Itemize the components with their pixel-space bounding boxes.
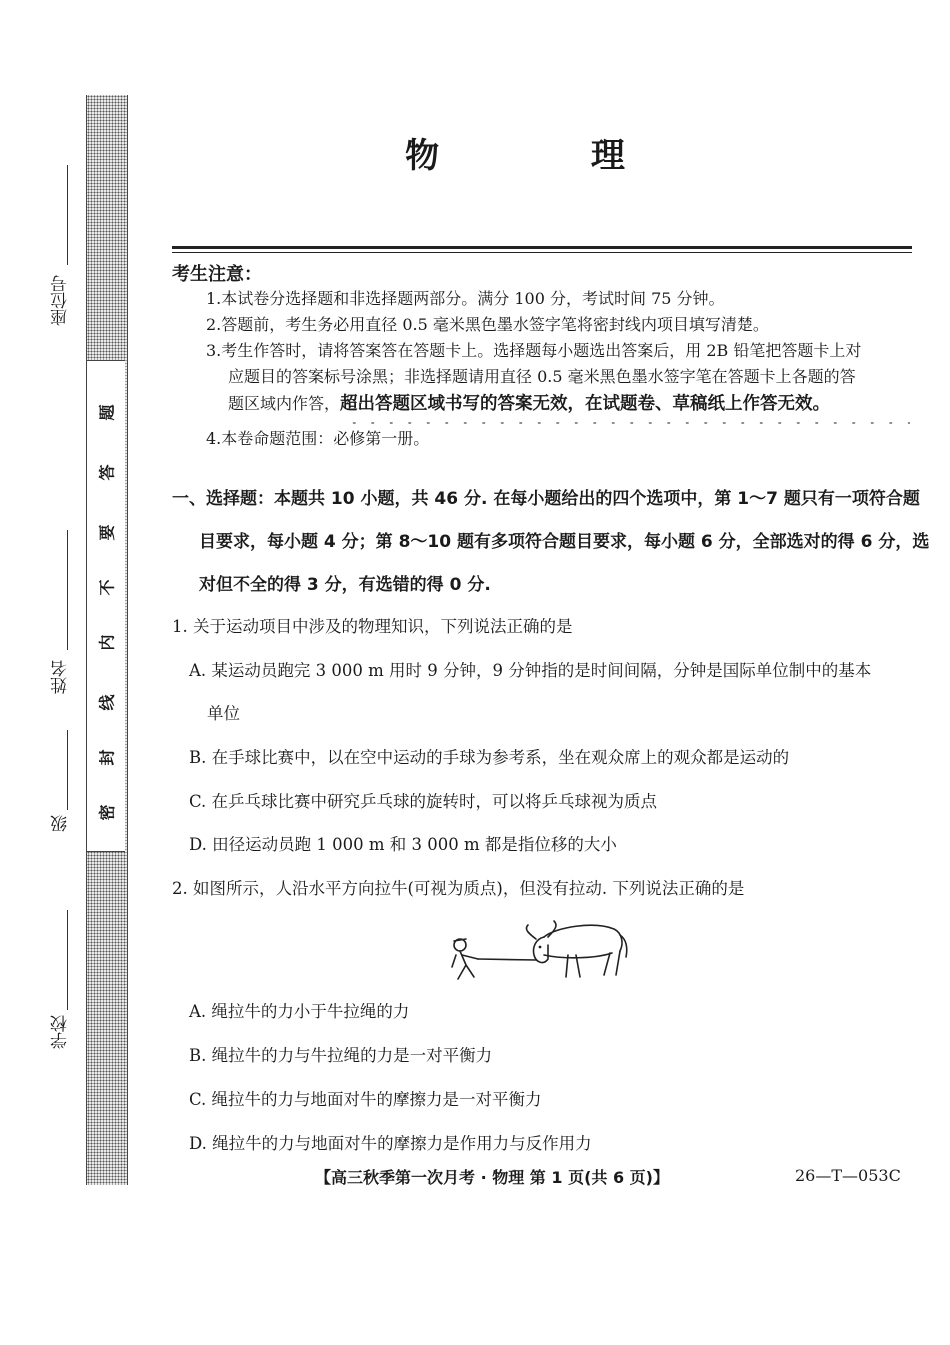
page-title: 物 理 — [405, 136, 695, 176]
school-line — [67, 910, 68, 1010]
option-c: C. 绳拉牛的力与地面对牛的摩擦力是一对平衡力 — [189, 1090, 542, 1109]
notice-item-text: 题区域内作答， — [228, 394, 341, 413]
seal-char: 答 — [97, 464, 117, 481]
notice-item: 2.答题前，考生务必用直径 0.5 毫米黑色墨水签字笔将密封线内项目填写清楚。 — [206, 315, 769, 334]
person-pulling-ox-figure — [444, 915, 634, 987]
emphasis-dots — [345, 420, 910, 426]
page-footer: 【高三秋季第一次月考 · 物理 第 1 页(共 6 页)】 — [315, 1168, 669, 1187]
seat-line — [67, 165, 68, 265]
school-label: 学校 — [51, 1015, 71, 1049]
header-rule-thin — [172, 252, 912, 253]
question-stem: 1. 关于运动项目中涉及的物理知识，下列说法正确的是 — [172, 617, 573, 636]
option-a: A. 某运动员跑完 3 000 m 用时 9 分钟，9 分钟指的是时间间隔，分钟是国际单位制中的基本 — [189, 661, 872, 680]
notice-item: 3.考生作答时，请将答案答在答题卡上。选择题每小题选出答案后，用 2B 铅笔把答题卡上对 — [206, 341, 862, 360]
class-line — [67, 730, 68, 810]
name-line — [67, 530, 68, 650]
notice-item: 4.本卷命题范围：必修第一册。 — [206, 429, 430, 448]
seal-char: 内 — [97, 634, 117, 651]
seal-char: 题 — [97, 404, 117, 421]
option-c: C. 在乒乓球比赛中研究乒乓球的旋转时，可以将乒乓球视为质点 — [189, 792, 658, 811]
notice-item: 应题目的答案标号涂黑；非选择题请用直径 0.5 毫米黑色墨水签字笔在答题卡上各题的答 — [228, 367, 856, 386]
notice-item: 1.本试卷分选择题和非选择题两部分。满分 100 分，考试时间 75 分钟。 — [206, 289, 725, 308]
seal-char: 要 — [97, 524, 117, 541]
section-heading: 一、选择题：本题共 10 小题，共 46 分. 在每小题给出的四个选项中，第 1～7 题只有一项符合题 — [172, 489, 920, 509]
option-a: A. 绳拉牛的力小于牛拉绳的力 — [189, 1002, 410, 1021]
section-heading: 目要求，每小题 4 分；第 8～10 题有多项符合题目要求，每小题 6 分，全部选对的得 6 分，选 — [199, 532, 930, 552]
seal-char: 线 — [97, 694, 117, 711]
question-stem: 2. 如图所示，人沿水平方向拉牛(可视为质点)，但没有拉动. 下列说法正确的是 — [172, 879, 745, 898]
name-label: 姓名 — [51, 660, 71, 694]
notice-bold-warning: 超出答题区域书写的答案无效，在试题卷、草稿纸上作答无效。 — [340, 394, 831, 414]
option-b: B. 绳拉牛的力与牛拉绳的力是一对平衡力 — [189, 1046, 493, 1065]
option-a-cont: 单位 — [207, 704, 240, 723]
class-label: 级 — [51, 815, 71, 832]
exam-code: 26—T—053C — [795, 1166, 901, 1185]
header-rule-thick — [172, 246, 912, 249]
option-b: B. 在手球比赛中，以在空中运动的手球为参考系，坐在观众席上的观众都是运动的 — [189, 748, 790, 767]
seal-char: 不 — [97, 579, 117, 596]
option-d: D. 绳拉牛的力与地面对牛的摩擦力是作用力与反作用力 — [189, 1134, 592, 1153]
notice-heading: 考生注意： — [172, 264, 262, 285]
section-heading: 对但不全的得 3 分，有选错的得 0 分. — [199, 575, 491, 595]
seal-char: 密 — [97, 804, 117, 821]
seat-label: 座位号 — [51, 275, 71, 326]
option-d: D. 田径运动员跑 1 000 m 和 3 000 m 都是指位移的大小 — [189, 835, 617, 854]
seal-notice — [87, 360, 125, 852]
notice-item — [228, 391, 830, 417]
seal-char: 封 — [97, 749, 117, 766]
